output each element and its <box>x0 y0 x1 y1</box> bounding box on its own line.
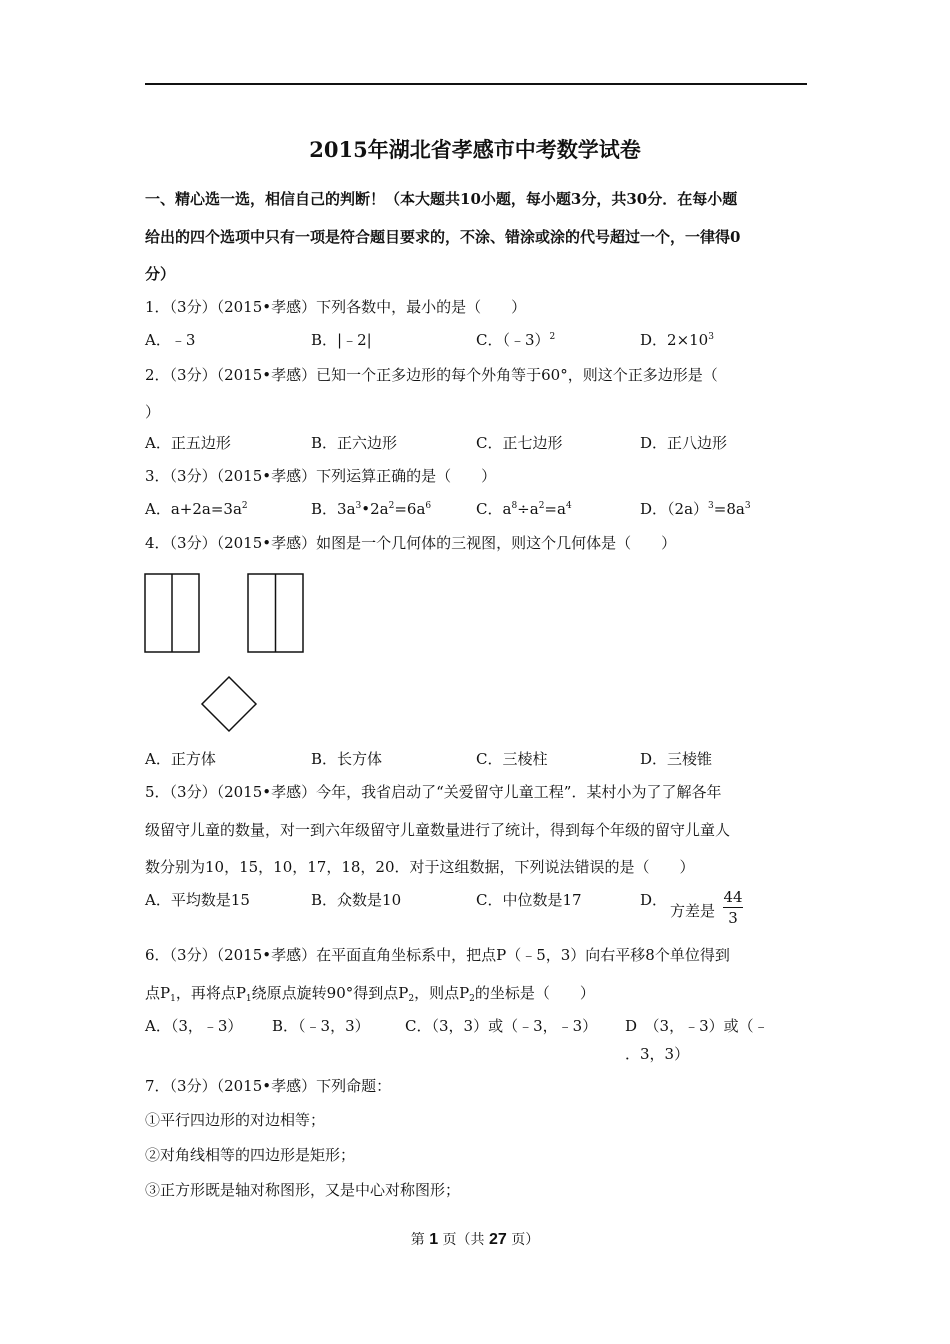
question-6-line2: 点$P_1$，再将点$P_1$绕原点旋转90°得到点$P_2$，则点$P_2$的坐标是（ ） <box>145 984 595 1004</box>
q6-option-d-cont: ．3，3） <box>625 1045 690 1063</box>
question-5-line2: 级留守儿童的数量，对一到六年级留守儿童数量进行了统计，得到每个年级的留守儿童人 <box>145 821 731 839</box>
q3-option-c: C．$a^8\div a^2=a^4$ <box>476 500 572 518</box>
question-3-stem: 3．（3分）（2015•孝感）下列运算正确的是（ ） <box>145 467 497 485</box>
page-total: 27 <box>489 1231 507 1248</box>
question-2-stem: 2．（3分）（2015•孝感）已知一个正多边形的每个外角等于60°，则这个正多边形是（ <box>145 366 718 384</box>
section-instructions-line1: 一、精心选一选，相信自己的判断！（本大题共10小题，每小题3分，共30分．在每小题 <box>145 190 738 208</box>
top-view <box>202 677 256 731</box>
page-title: 2015年湖北省孝感市中考数学试卷 <box>309 137 641 162</box>
q4-option-a: A．正方体 <box>145 750 216 768</box>
q5-variance-fraction <box>722 887 744 928</box>
question-5-line1: 5．（3分）（2015•孝感）今年，我省启动了“关爱留守儿童工程”．某村小为了了解各年 <box>145 783 722 801</box>
question-5-line3: 数分别为10，15，10，17，18，20．对于这组数据，下列说法错误的是（ ） <box>145 858 695 876</box>
fraction-denominator: 3 <box>728 909 738 927</box>
q6-option-c: C．（3，3）或（﹣3，﹣3） <box>405 1017 598 1035</box>
q5-option-d-text: 方差是 <box>670 902 716 920</box>
q6-option-b: B．（﹣3，3） <box>272 1017 370 1035</box>
question-1-stem: 1．（3分）（2015•孝感）下列各数中，最小的是（ ） <box>145 298 527 316</box>
q4-option-b: B．长方体 <box>311 750 383 768</box>
q4-option-c: C．三棱柱 <box>476 750 548 768</box>
q2-option-a: A．正五边形 <box>145 434 231 452</box>
q1-option-d: D．$2\times 10^3$ <box>640 331 714 349</box>
q6-option-d: D （3，﹣3）或（﹣ <box>625 1017 769 1035</box>
page-number: 1 <box>429 1231 439 1248</box>
q5-option-b: B．众数是10 <box>311 891 402 909</box>
q5-option-c: C．中位数是17 <box>476 891 582 909</box>
q7-proposition-1: ①平行四边形的对边相等； <box>145 1111 326 1129</box>
q7-proposition-3: ③正方形既是轴对称图形，又是中心对称图形； <box>145 1181 461 1199</box>
q1-option-a: A．﹣3 <box>145 331 196 349</box>
question-4-stem: 4．（3分）（2015•孝感）如图是一个几何体的三视图，则这个几何体是（ ） <box>145 534 677 552</box>
q7-proposition-2: ②对角线相等的四边形是矩形； <box>145 1146 356 1164</box>
q1-option-c: C．（﹣3）$^2$ <box>476 331 556 349</box>
q3-option-a: A．$a+2a=3a^2$ <box>145 500 248 518</box>
q5-option-a: A．平均数是15 <box>145 891 250 909</box>
section-instructions-line3: 分） <box>145 265 176 283</box>
q3-option-d: D．$(2a)^3=8a^3$ <box>640 500 751 518</box>
q3-option-b: B．$3a^3•2a^2=6a^6$ <box>311 500 432 518</box>
question-7-stem: 7．（3分）（2015•孝感）下列命题： <box>145 1077 392 1095</box>
q2-option-b: B．正六边形 <box>311 434 398 452</box>
q6-option-a: A．（3，﹣3） <box>145 1017 243 1035</box>
q2-option-c: C．正七边形 <box>476 434 563 452</box>
fraction-numerator: 44 <box>723 888 743 906</box>
question-2-stem-cont: ） <box>145 403 161 421</box>
q2-option-d: D．正八边形 <box>640 434 728 452</box>
page-footer: 第 1 页（共 27 页） <box>410 1231 540 1248</box>
q4-option-d: D．三棱锥 <box>640 750 713 768</box>
question-6-line1: 6．（3分）（2015•孝感）在平面直角坐标系中，把点P（﹣5，3）向右平移8个单位得到 <box>145 946 730 964</box>
q1-option-b: B．|﹣2| <box>311 331 372 349</box>
q5-option-d-label: D． <box>640 891 668 909</box>
section-instructions-line2: 给出的四个选项中只有一项是符合题目要求的，不涂、错涂或涂的代号超过一个，一律得0 <box>145 228 741 246</box>
